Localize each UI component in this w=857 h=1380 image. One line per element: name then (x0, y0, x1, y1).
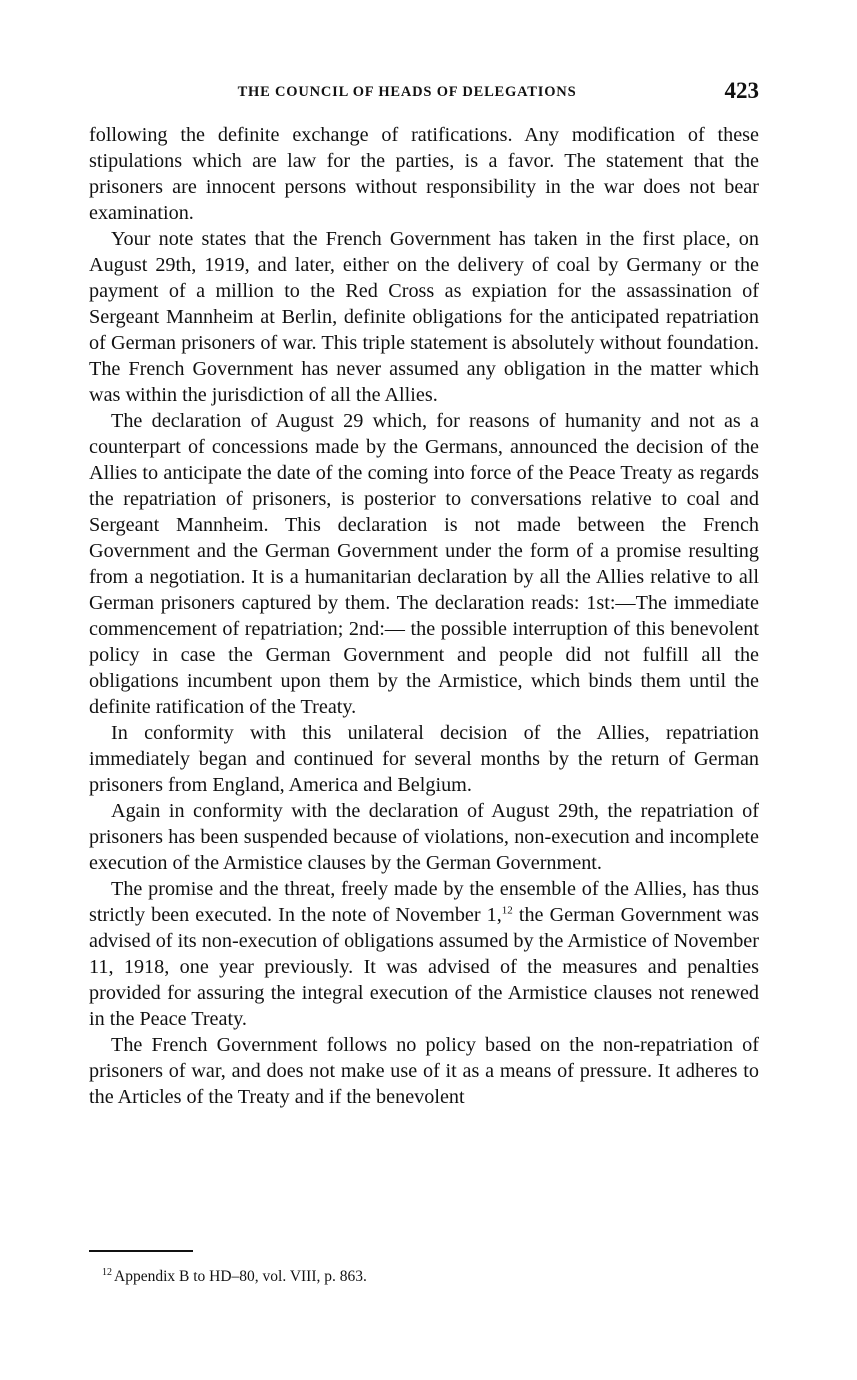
paragraph-5: Again in conformity with the declaration of August 29th, the repatriation of prisoners has been suspended because of violations, non-execution and incomplete execution of the Armistice clauses by the German Government. (89, 800, 759, 874)
footnote-divider (89, 1250, 193, 1252)
paragraph-1: following the definite exchange of ratifications. Any modification of these stipulations which are law for the parties, is a favor. The statement that the prisoners are innocent persons without responsibility in the war does not bear examination. (89, 124, 759, 224)
paragraph-4: In conformity with this unilateral decision of the Allies, repatriation immediately began and continued for several months by the return of German prisoners from England, America and Belgium. (89, 722, 759, 796)
paragraph-6-text-start: The promise and the threat, freely made by the ensemble of the Allies, has thus strictly been executed. In the note of November 1, (89, 878, 759, 926)
paragraph-6 (89, 876, 759, 1032)
paragraph-3: The declaration of August 29 which, for reasons of humanity and not as a counterpart of concessions made by the Germans, announced the decision of the Allies to anticipate the date of the coming into force of the Peace Treaty as regards the repatriation of prisoners, is posterior to conversations relative to coal and Sergeant Mannheim. This declaration is not made between the French Government and the German Government under the form of a promise resulting from a negotiation. It is a humanitarian declaration by all the Allies relative to all German prisoners captured by them. The declaration reads: 1st:—The immediate commencement of repatriation; 2nd:— the possible interruption of this benevolent policy in case the German Government and people did not fulfill all the obligations incumbent upon them by the Armistice, which binds them until the definite ratification of the Treaty. (89, 410, 759, 718)
running-header (89, 78, 759, 108)
footnote-number: 12 (102, 1266, 112, 1278)
paragraph-6-text-end: the German Government was advised of its non-execution of obligations assumed by the Armistice of November 11, 1918, one year previously. It was advised of the measures and penalties provided for assuring the integral execution of the Armistice clauses not renewed in the Peace Treaty. (89, 904, 759, 1030)
paragraph-7: The French Government follows no policy based on the non-repatriation of prisoners of war, and does not make use of it as a means of pressure. It adheres to the Articles of the Treaty and if the benevolent (89, 1034, 759, 1108)
paragraph-2: Your note states that the French Government has taken in the first place, on August 29th, 1919, and later, either on the delivery of coal by Germany or the payment of a million to the Red Cross as expiation for the assassination of Sergeant Mannheim at Berlin, definite obligations for the anticipated repatriation of German prisoners of war. This triple statement is absolutely without foundation. The French Government has never assumed any obligation in the matter which was within the jurisdiction of all the Allies. (89, 228, 759, 406)
footnote-reference: 12 (501, 904, 513, 917)
body-text (89, 122, 759, 1110)
footnote (102, 1267, 702, 1287)
footnote-text: Appendix B to HD–80, vol. VIII, p. 863. (114, 1268, 367, 1285)
running-title: THE COUNCIL OF HEADS OF DELEGATIONS (237, 84, 577, 100)
page-number: 423 (724, 78, 759, 103)
